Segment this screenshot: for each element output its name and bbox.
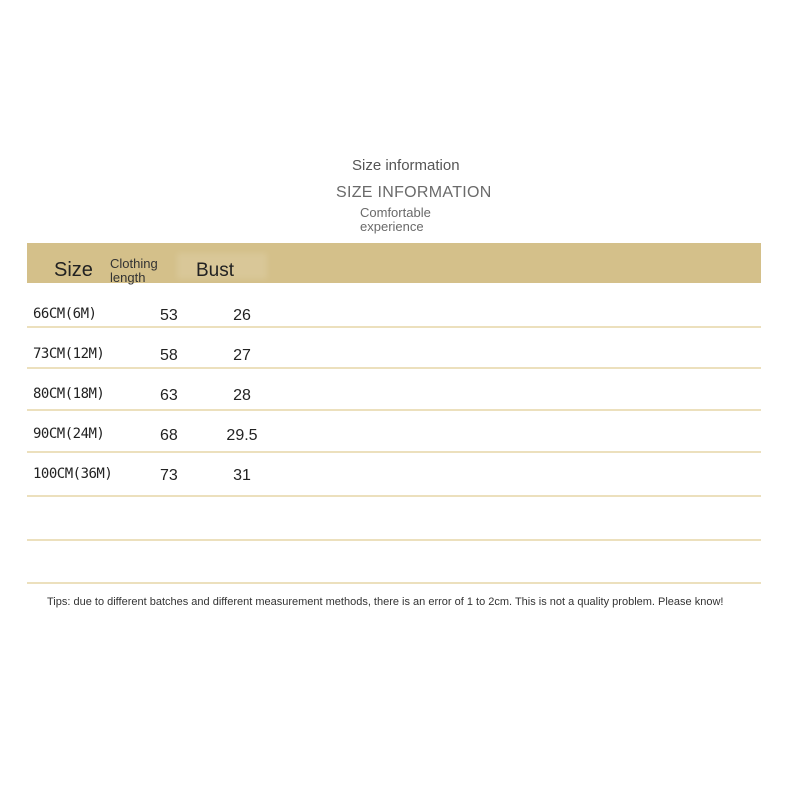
row-divider [27,582,761,584]
row-divider [27,539,761,541]
row-bust: 28 [233,387,251,404]
table-header [27,243,761,283]
row-length: 58 [160,347,178,364]
header-bust: Bust [196,260,235,281]
title-main: Size information [352,157,460,174]
tips-note: Tips: due to different batches and different measurement methods, there is an error of 1 to 2cm. This is not a quality problem. Please know! [47,596,724,608]
row-length: 73 [160,467,178,484]
row-bust: 27 [233,347,251,364]
header-clothing-length: Clothing length [110,256,158,285]
row-length: 68 [160,427,178,444]
title-comfort: Comfortable experience [360,205,431,234]
header-size: Size [54,259,93,281]
row-bust: 31 [233,467,251,484]
title-sub: SIZE INFORMATION [336,184,492,201]
row-divider [27,495,761,497]
row-length: 53 [160,307,178,324]
row-bust: 26 [233,307,251,324]
row-size: 66CM(6M) [33,306,97,322]
row-size: 90CM(24M) [33,426,105,442]
row-divider [27,451,761,453]
row-size: 80CM(18M) [33,386,105,402]
row-divider [27,326,761,328]
row-size: 73CM(12M) [33,346,105,362]
row-length: 63 [160,387,178,404]
row-bust: 29.5 [226,427,258,444]
row-divider [27,409,761,411]
row-size: 100CM(36M) [33,466,113,482]
row-divider [27,367,761,369]
